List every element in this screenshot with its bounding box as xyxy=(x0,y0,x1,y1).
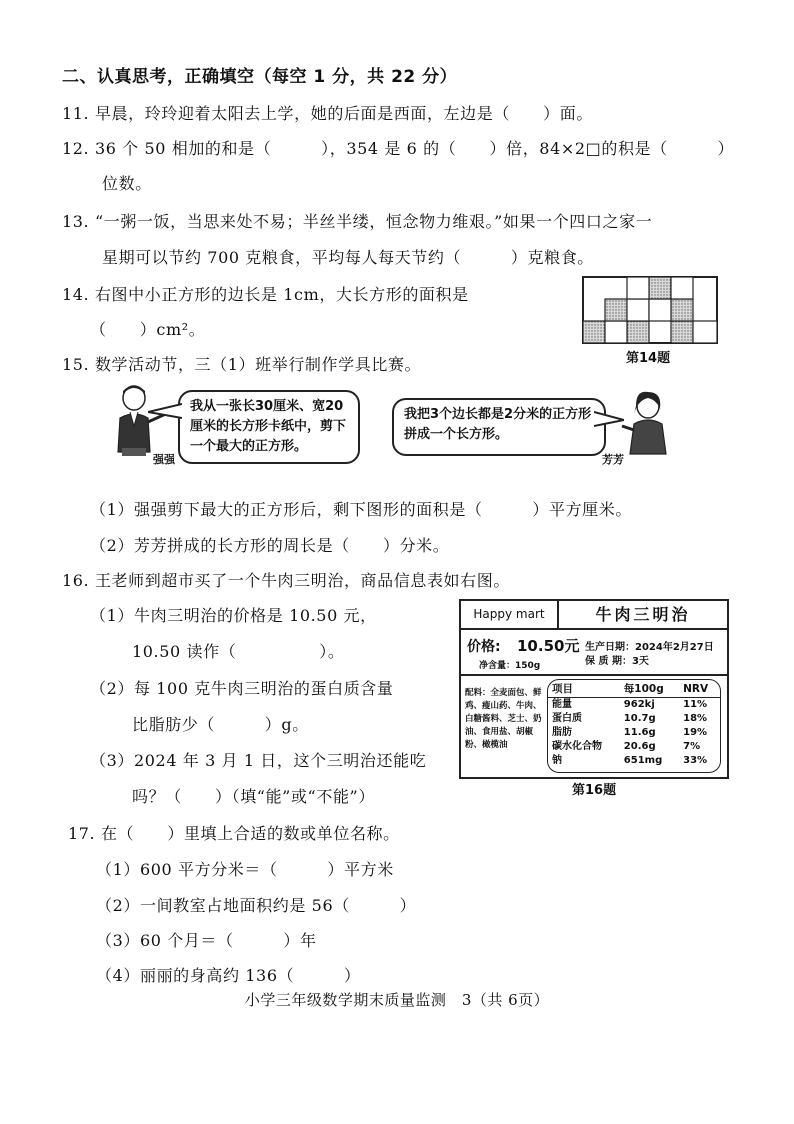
question-11 xyxy=(62,101,593,124)
nutrition-header-per100g: 每100g xyxy=(620,680,679,698)
question-text: 早晨，玲玲迎着太阳去上学，她的后面是西面，左边是（ ）面。 xyxy=(94,104,593,123)
figure-16-caption: 第16题 xyxy=(572,783,617,798)
question-16 xyxy=(62,568,510,591)
question-16-sub1: （1）牛肉三明治的价格是 10.50 元， xyxy=(90,606,377,625)
nutrient-nrv: 18% xyxy=(683,713,708,724)
nutrition-row xyxy=(548,712,720,726)
question-15-sub1: （1）强强剪下最大的正方形后，剩下图形的面积是（ ）平方厘米。 xyxy=(90,500,632,519)
nutrient-nrv: 11% xyxy=(683,699,708,710)
question-text: 36 个 50 相加的和是（ ），354 是 6 的（ ）倍，84×2□的积是（ ） xyxy=(94,139,735,158)
nutrient-amount: 11.6g xyxy=(623,727,656,738)
question-number: 13. xyxy=(62,212,90,231)
question-13-line2: 星期可以节约 700 克粮食，平均每人每天节约（ ）克粮食。 xyxy=(102,248,594,267)
nutrition-row xyxy=(548,726,720,740)
nutrient-amount: 20.6g xyxy=(623,741,656,752)
nutrition-header-item: 项目 xyxy=(548,680,620,698)
label-product-name: 牛肉三明治 xyxy=(595,605,691,624)
nutrient-name: 钠 xyxy=(552,755,562,766)
label-header xyxy=(461,601,727,630)
production-date: 生产日期：2024年2月27日 xyxy=(585,642,714,653)
nutrient-amount: 651mg xyxy=(623,755,663,766)
question-16-sub3-line2: 吗？（ ）（填“能”或“不能”） xyxy=(132,787,375,806)
nutrient-name: 碳水化合物 xyxy=(552,741,602,752)
nutrition-row xyxy=(548,740,720,754)
question-14-line2: （ ）cm²。 xyxy=(90,320,206,339)
question-17 xyxy=(68,821,400,844)
question-12 xyxy=(62,136,734,159)
question-text: 在（ ）里填上合适的数或单位名称。 xyxy=(100,824,400,843)
rectangle-squares-figure xyxy=(582,276,718,348)
question-17-sub4: （4）丽丽的身高约 136（ ） xyxy=(96,966,361,985)
question-number: 16. xyxy=(62,571,90,590)
question-16-sub3: （3）2024 年 3 月 1 日，这个三明治还能吃 xyxy=(90,751,427,770)
question-text: “一粥一饭，当思来处不易；半丝半缕，恒念物力维艰。”如果一个四口之家一 xyxy=(94,212,653,231)
label-price-section xyxy=(461,630,727,676)
question-number: 17. xyxy=(68,824,96,843)
nutrient-nrv: 7% xyxy=(683,741,701,752)
question-15 xyxy=(62,352,421,375)
question-17-sub2: （2）一间教室占地面积约是 56（ ） xyxy=(96,896,417,915)
question-number: 14. xyxy=(62,285,90,304)
girl-figure-icon xyxy=(620,390,676,456)
nutrient-amount: 962kj xyxy=(623,699,655,710)
question-number: 12. xyxy=(62,139,90,158)
ingredients-text: 配料：全麦面包、鲜鸡、瘦山药、牛肉、白糖酱料、芝士、奶油、食用盐、胡椒粉、橄榄油 xyxy=(465,688,542,750)
label-brand: Happy mart xyxy=(461,601,559,628)
nutrient-name: 能量 xyxy=(552,699,572,710)
nutrient-amount: 10.7g xyxy=(623,713,656,724)
question-text: 王老师到超市买了一个牛肉三明治，商品信息表如右图。 xyxy=(94,571,510,590)
question-17-sub1: （1）600 平方分米＝（ ）平方米 xyxy=(96,860,394,879)
girl-speech-bubble xyxy=(392,398,606,456)
question-15-sub2: （2）芳芳拼成的长方形的周长是（ ）分米。 xyxy=(90,536,450,555)
net-weight: 净含量：150g xyxy=(479,661,541,671)
speech-tail-left xyxy=(148,402,182,422)
nutrient-nrv: 19% xyxy=(683,727,708,738)
question-12-line2: 位数。 xyxy=(102,174,152,193)
nutrient-name: 蛋白质 xyxy=(552,713,582,724)
question-13 xyxy=(62,209,652,232)
squares-diagram xyxy=(582,276,718,344)
section-title: 二、认真思考，正确填空（每空 1 分，共 22 分） xyxy=(62,67,458,87)
question-number: 15. xyxy=(62,355,90,374)
nutrition-row xyxy=(548,754,720,768)
figure-14-caption: 第14题 xyxy=(626,351,671,366)
question-14 xyxy=(62,282,469,305)
boy-name: 强强 xyxy=(153,453,175,466)
girl-speech-text: 我把3个边长都是2分米的正方形拼成一个长方形。 xyxy=(404,407,592,442)
question-text: 右图中小正方形的边长是 1cm，大长方形的面积是 xyxy=(94,285,469,304)
shelf-life: 保 质 期：3天 xyxy=(585,656,649,667)
girl-illustration xyxy=(620,390,676,460)
boy-speech-bubble xyxy=(178,390,360,464)
question-16-sub2: （2）每 100 克牛肉三明治的蛋白质含量 xyxy=(90,679,394,698)
question-number: 11. xyxy=(62,104,90,123)
nutrient-name: 脂肪 xyxy=(552,727,572,738)
price-value: 10.50元 xyxy=(517,637,580,655)
question-16-sub1-line2: 10.50 读作（ ）。 xyxy=(132,642,345,661)
nutrition-table xyxy=(547,679,721,773)
page-footer: 小学三年级数学期末质量监测 3（共 6页） xyxy=(244,991,550,1009)
nutrition-row xyxy=(548,698,720,713)
boy-speech-text: 我从一张长30厘米、宽20厘米的长方形卡纸中，剪下一个最大的正方形。 xyxy=(190,399,347,454)
nutrition-header-nrv: NRV xyxy=(679,680,720,698)
question-16-sub2-line2: 比脂肪少（ ）g。 xyxy=(132,715,309,734)
question-text: 数学活动节，三（1）班举行制作学具比赛。 xyxy=(94,355,422,374)
price-label: 价格: xyxy=(467,639,501,655)
girl-name: 芳芳 xyxy=(602,453,624,466)
nutrient-nrv: 33% xyxy=(683,755,708,766)
question-17-sub3: （3）60 个月＝（ ）年 xyxy=(96,931,317,950)
product-info-label xyxy=(459,599,729,779)
